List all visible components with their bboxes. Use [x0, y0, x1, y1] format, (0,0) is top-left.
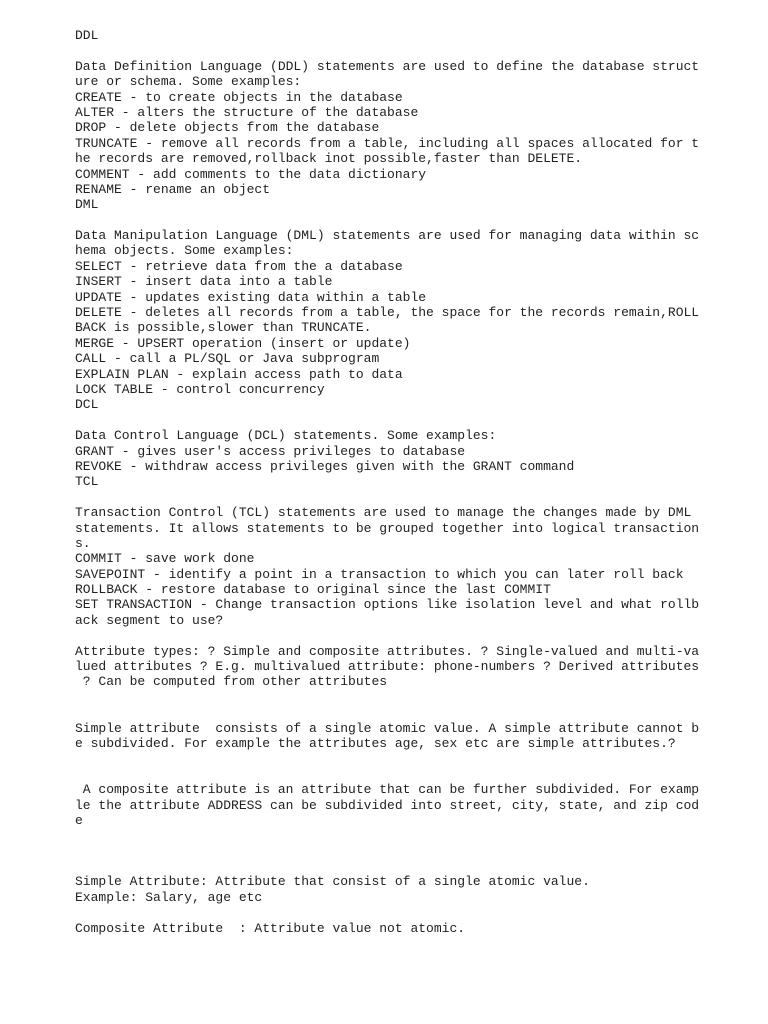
text-line: Composite Attribute : Attribute value not atomic.	[75, 920, 466, 936]
document-page	[75, 28, 715, 936]
text-line: hema objects. Some examples:	[75, 243, 294, 259]
text-line: statements. It allows statements to be grouped together into logical transaction	[75, 520, 700, 536]
text-line: le the attribute ADDRESS can be subdivided into street, city, state, and zip cod	[75, 797, 700, 813]
text-line: ROLLBACK - restore database to original since the last COMMIT	[75, 582, 551, 598]
text-line: DROP - delete objects from the database	[75, 120, 380, 136]
text-line: Data Definition Language (DDL) statements are used to define the database struct	[75, 58, 700, 74]
text-line: DCL	[75, 397, 99, 413]
text-line: SET TRANSACTION - Change transaction options like isolation level and what rollb	[75, 597, 700, 613]
text-line: BACK is possible,slower than TRUNCATE.	[75, 320, 372, 336]
text-line: Data Manipulation Language (DML) statements are used for managing data within sc	[75, 228, 700, 244]
text-line: Attribute types: ? Simple and composite attributes. ? Single-valued and multi-va	[75, 643, 700, 659]
text-line: Simple Attribute: Attribute that consist of a single atomic value.	[75, 874, 590, 890]
text-line: ure or schema. Some examples:	[75, 74, 302, 90]
text-line: SELECT - retrieve data from the a database	[75, 258, 403, 274]
text-line: INSERT - insert data into a table	[75, 274, 333, 290]
text-line: ALTER - alters the structure of the database	[75, 104, 419, 120]
text-line: Example: Salary, age etc	[75, 889, 263, 905]
text-line: Transaction Control (TCL) statements are used to manage the changes made by DML	[75, 505, 692, 521]
text-line: e	[75, 812, 83, 828]
text-line	[75, 628, 715, 643]
text-line	[75, 490, 715, 505]
text-line: ack segment to use?	[75, 612, 224, 628]
text-line: CALL - call a PL/SQL or Java subprogram	[75, 351, 380, 367]
text-line	[75, 844, 715, 859]
text-line: ? Can be computed from other attributes	[75, 674, 388, 690]
text-line: TRUNCATE - remove all records from a table, including all spaces allocated for t	[75, 135, 700, 151]
text-line: GRANT - gives user's access privileges to database	[75, 443, 466, 459]
text-line: SAVEPOINT - identify a point in a transaction to which you can later roll back	[75, 566, 684, 582]
text-line: RENAME - rename an object	[75, 181, 271, 197]
text-line: DELETE - deletes all records from a table, the space for the records remain,ROLL	[75, 305, 700, 321]
text-line	[75, 859, 715, 874]
text-line: Data Control Language (DCL) statements. Some examples:	[75, 428, 497, 444]
text-line: lued attributes ? E.g. multivalued attribute: phone-numbers ? Derived attributes	[75, 659, 700, 675]
text-line: COMMENT - add comments to the data dictionary	[75, 166, 427, 182]
text-line	[75, 690, 715, 705]
text-line: DML	[75, 197, 99, 213]
text-line: CREATE - to create objects in the database	[75, 89, 403, 105]
text-line: REVOKE - withdraw access privileges given with the GRANT command	[75, 458, 575, 474]
text-line: s.	[75, 535, 91, 551]
text-line: TCL	[75, 474, 99, 490]
text-line	[75, 43, 715, 58]
text-line: DDL	[75, 28, 99, 43]
text-line: e subdivided. For example the attributes age, sex etc are simple attributes.?	[75, 735, 676, 751]
text-line: LOCK TABLE - control concurrency	[75, 381, 325, 397]
text-line: UPDATE - updates existing data within a table	[75, 289, 427, 305]
text-line	[75, 213, 715, 228]
text-line	[75, 413, 715, 428]
text-line: EXPLAIN PLAN - explain access path to data	[75, 366, 403, 382]
text-line: Simple attribute consists of a single atomic value. A simple attribute cannot b	[75, 720, 700, 736]
text-line	[75, 905, 715, 920]
text-line: MERGE - UPSERT operation (insert or update)	[75, 335, 411, 351]
text-line: he records are removed,rollback inot possible,faster than DELETE.	[75, 151, 583, 167]
text-line	[75, 828, 715, 843]
text-line	[75, 751, 715, 766]
text-line: A composite attribute is an attribute that can be further subdivided. For examp	[75, 782, 700, 798]
text-line	[75, 705, 715, 720]
text-line	[75, 767, 715, 782]
text-line: COMMIT - save work done	[75, 551, 255, 567]
